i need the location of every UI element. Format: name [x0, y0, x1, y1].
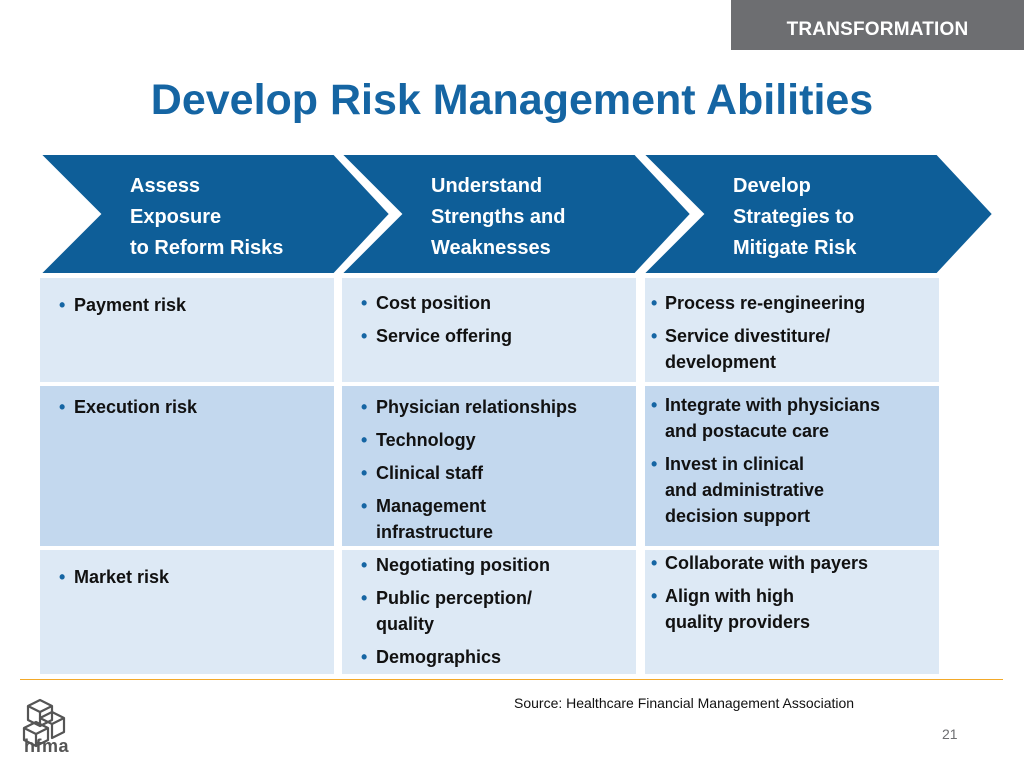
bullet-item: • Integrate with physicians and postacute care — [647, 392, 939, 444]
bullet-item: • Service divestiture/ development — [647, 323, 939, 375]
bullet-item: • Cost position — [356, 290, 636, 316]
bullet-item: • Execution risk — [54, 394, 334, 420]
grid-cell — [645, 386, 939, 546]
grid-cell — [342, 550, 636, 674]
section-tag: TRANSFORMATION — [731, 0, 1024, 50]
hfma-wordmark: hfma — [24, 736, 70, 756]
bullet-item: • Clinical staff — [356, 460, 636, 486]
bullet-item: • Invest in clinical and administrative decision support — [647, 451, 939, 529]
chevron-header-develop — [643, 154, 993, 274]
chevron-header-assess — [40, 154, 390, 274]
grid-cell — [40, 278, 334, 382]
page-number: 21 — [942, 726, 958, 742]
footer-rule — [20, 679, 1003, 680]
chevron-label-assess: Assess Exposure to Reform Risks — [130, 175, 284, 259]
bullet-item: • Public perception/ quality — [356, 585, 636, 637]
bullet-item: • Align with high quality providers — [647, 583, 939, 635]
slide-title: Develop Risk Management Abilities — [150, 76, 874, 124]
grid-cell — [342, 278, 636, 382]
grid-cell — [40, 386, 334, 546]
grid-cell — [40, 550, 334, 674]
bullet-item: • Payment risk — [54, 292, 334, 318]
bullet-item: • Demographics — [356, 644, 636, 670]
grid-cell — [645, 550, 939, 674]
grid-cell — [645, 278, 939, 382]
chevron-label-understand: Understand Strengths and Weaknesses — [431, 175, 566, 259]
bullet-item: • Negotiating position — [356, 552, 636, 578]
bullet-item: • Technology — [356, 427, 636, 453]
bullet-item: • Market risk — [54, 564, 334, 590]
grid-cell — [342, 386, 636, 546]
chevron-header-understand — [341, 154, 691, 274]
bullet-item: • Management infrastructure — [356, 493, 636, 545]
bullet-item: • Service offering — [356, 323, 636, 349]
bullet-item: • Collaborate with payers — [647, 550, 939, 576]
bullet-item: • Physician relationships — [356, 394, 636, 420]
chevron-label-develop: Develop Strategies to Mitigate Risk — [733, 175, 857, 259]
source-note: Source: Healthcare Financial Management Association — [514, 695, 855, 711]
bullet-item: • Process re-engineering — [647, 290, 939, 316]
